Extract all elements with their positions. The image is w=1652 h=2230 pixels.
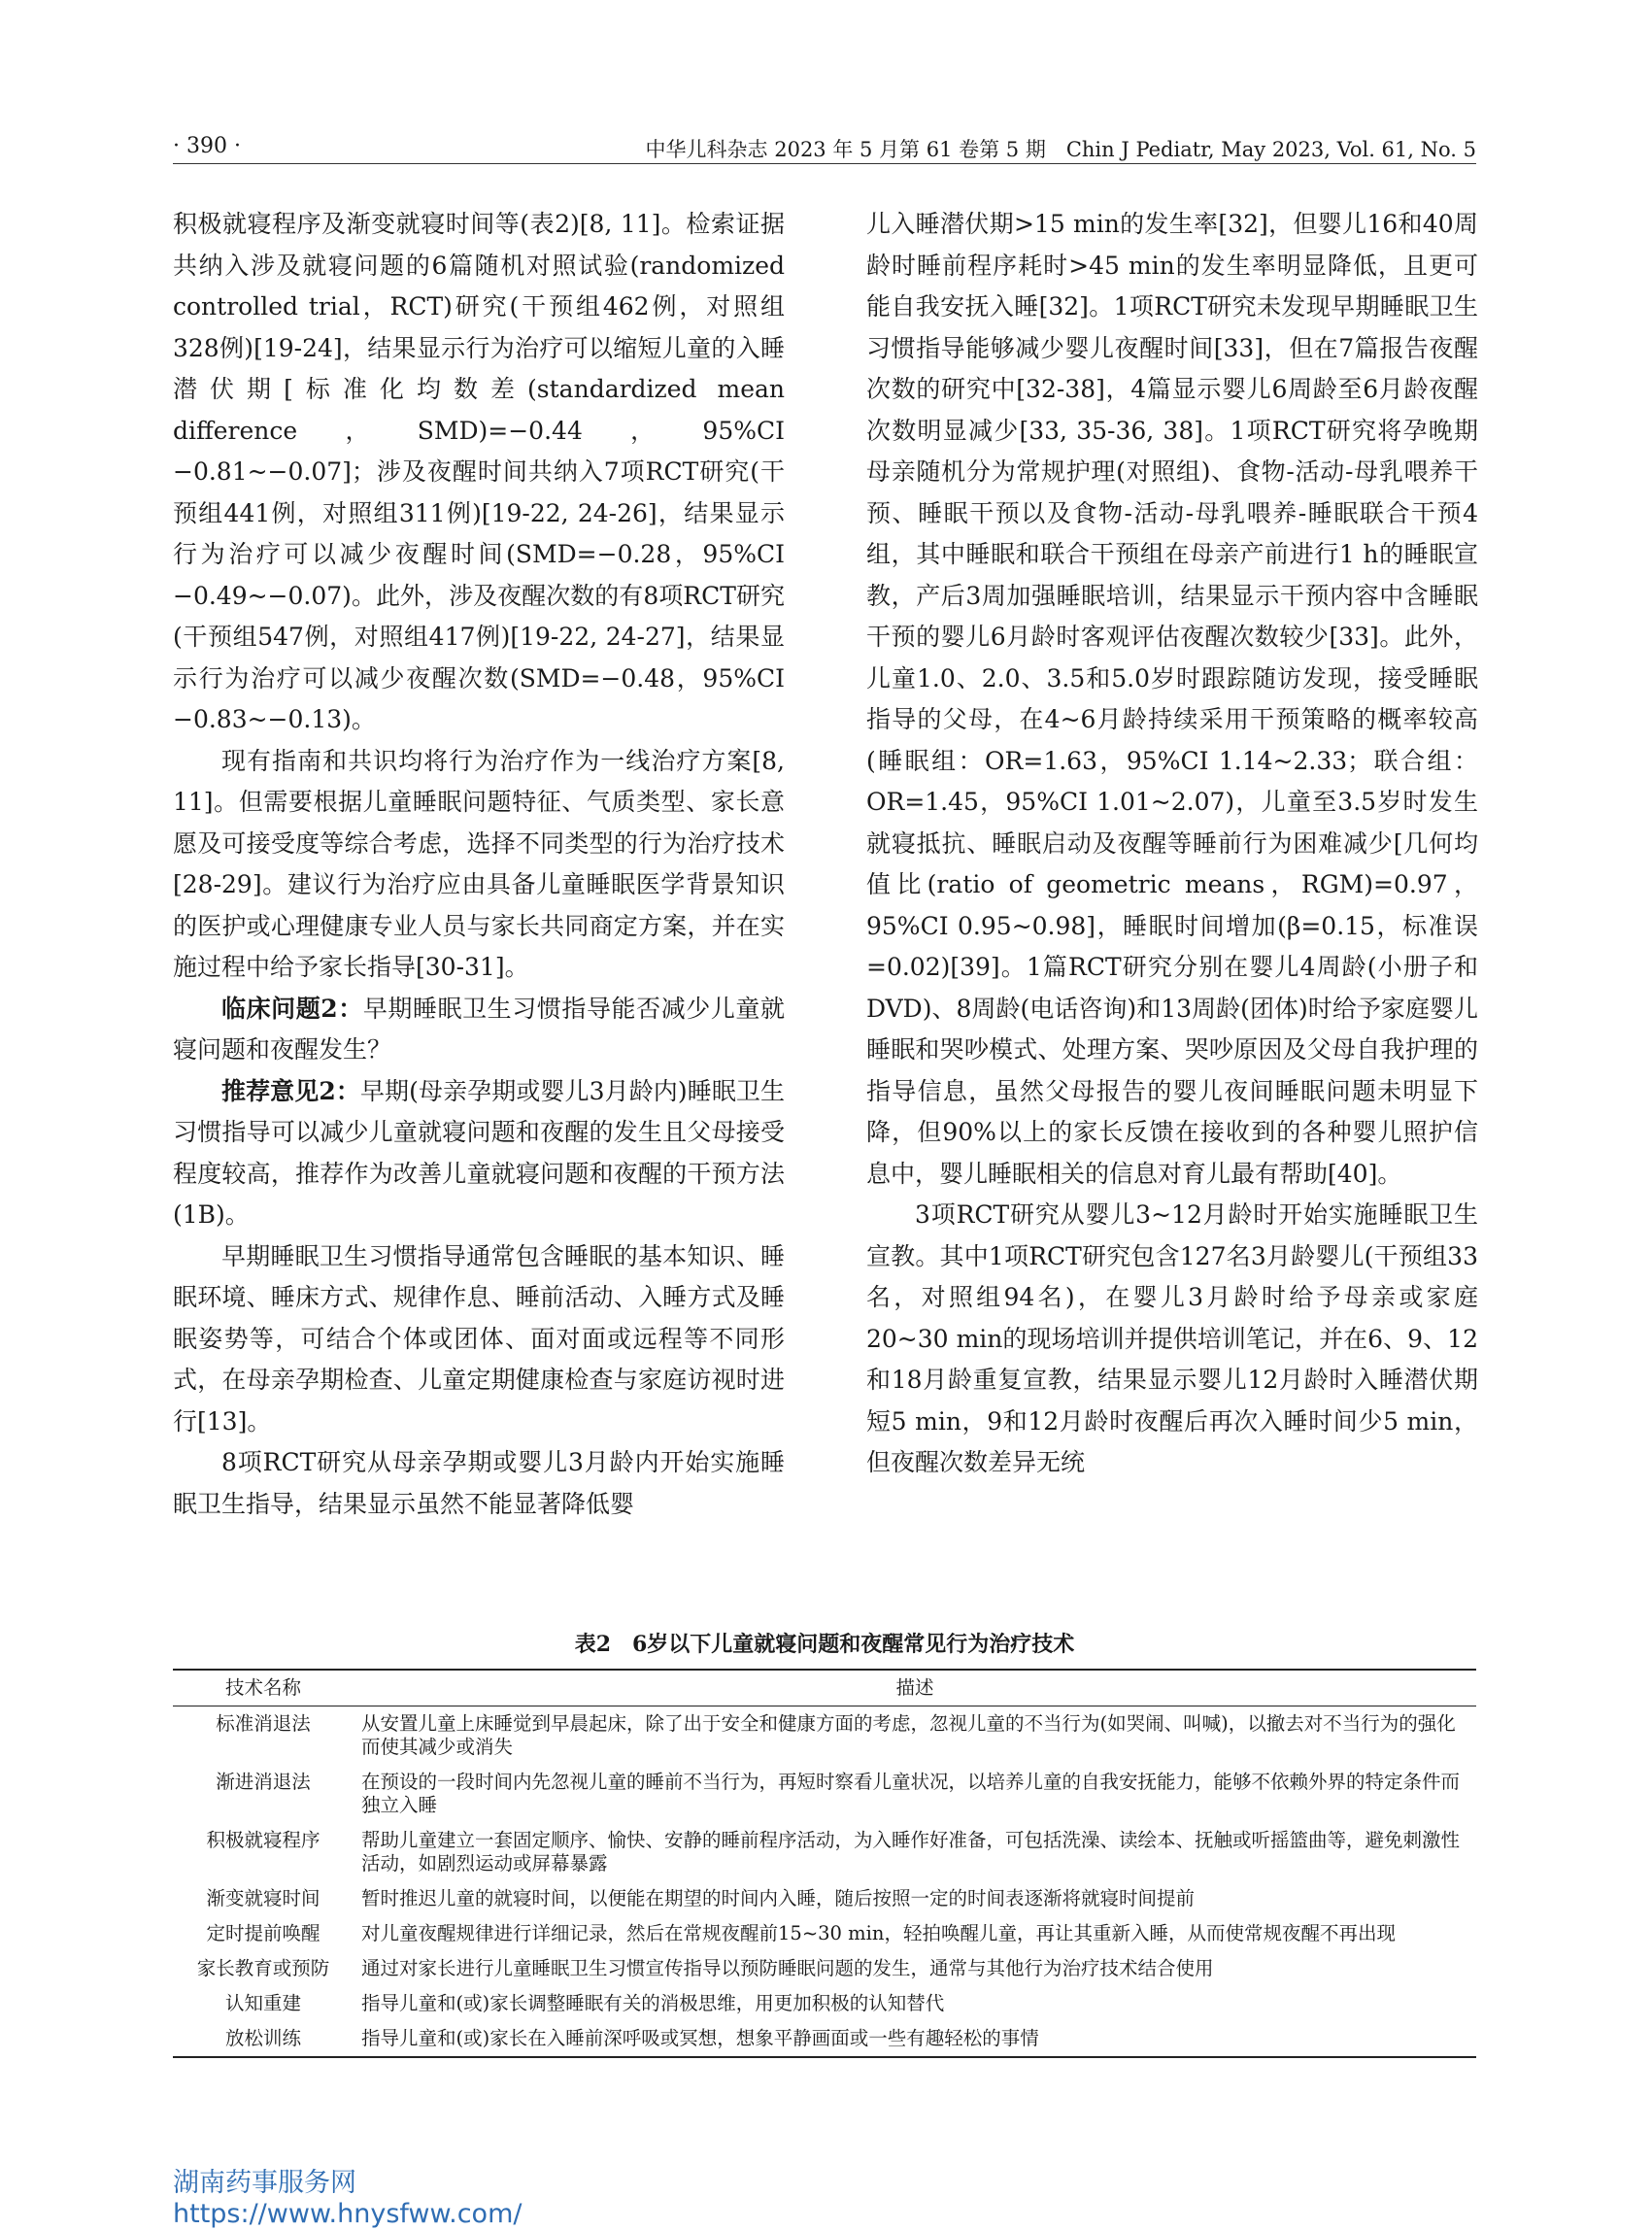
table-row: [173, 1765, 1476, 1823]
technique-name: 渐进消退法: [216, 1771, 311, 1793]
recommendation-2: [173, 1071, 785, 1236]
paragraph: 现有指南和共识均将行为治疗作为一线治疗方案[8, 11]。但需要根据儿童睡眠问题特征、气质类型、家长意愿及可接受度等综合考虑，选择不同类型的行为治疗技术[28-29]。建议行为治疗应由具备儿童睡眠医学背景知识的医护或心理健康专业人员与家长共同商定方案，并在实施过程中给予家长指导[30-31]。: [173, 746, 785, 981]
technique-name: 标准消退法: [216, 1712, 311, 1735]
watermark-site-name: 湖南药事服务网: [173, 2168, 356, 2198]
technique-description: 指导儿童和(或)家长调整睡眠有关的消极思维，用更加积极的认知替代: [361, 1992, 945, 2014]
techniques-table: [173, 1669, 1476, 2058]
right-column: [866, 204, 1478, 1484]
table-row: [173, 1986, 1476, 2021]
technique-description: 暂时推迟儿童的就寝时间，以便能在期望的时间内入睡，随后按照一定的时间表逐渐将就寝时间提前: [361, 1887, 1196, 1909]
paragraph: 儿入睡潜伏期>15 min的发生率[32]，但婴儿16和40周龄时睡前程序耗时>45 min的发生率明显降低，且更可能自我安抚入睡[32]。1项RCT研究未发现早期睡眠卫生习惯指导能够减少婴儿夜醒时间[33]，但在7篇报告夜醒次数的研究中[32-38]，4篇显示婴儿6周龄至6月龄夜醒次数明显减少[33, 35-36, 38]。1项RCT研究将孕晚期母亲随机分为常规护理(对照组)、食物-活动-母乳喂养干预、睡眠干预以及食物-活动-母乳喂养-睡眠联合干预4组，其中睡眠和联合干预组在母亲产前进行1 h的睡眠宣教，产后3周加强睡眠培训，结果显示干预内容中含睡眠干预的婴儿6月龄时客观评估夜醒次数较少[33]。此外，儿童1.0、2.0、3.5和5.0岁时跟踪随访发现，接受睡眠指导的父母，在4~6月龄持续采用干预策略的概率较高(睡眠组：OR=1.63，95%CI 1.14~2.33；联合组：OR=1.45，95%CI 1.01~2.07)，儿童至3.5岁时发生就寝抵抗、睡眠启动及夜醒等睡前行为困难减少[几何均值比(ratio of geometric means，RGM)=0.97，95%CI 0.95~0.98]，睡眠时间增加(β=0.15，标准误=0.02)[39]。1篇RCT研究分别在婴儿4周龄(小册子和DVD)、8周龄(电话咨询)和13周龄(团体)时给予家庭婴儿睡眠和哭吵模式、处理方案、哭吵原因及父母自我护理的指导信息，虽然父母报告的婴儿夜间睡眠问题未明显下降，但90%以上的家长反馈在接收到的各种婴儿照护信息中，婴儿睡眠相关的信息对育儿最有帮助[40]。: [866, 210, 1478, 1188]
table-caption: 表2 6岁以下儿童就寝问题和夜醒常见行为治疗技术: [574, 1632, 1075, 1657]
paragraph: 8项RCT研究从母亲孕期或婴儿3月龄内开始实施睡眠卫生指导，结果显示虽然不能显著降低婴: [173, 1448, 785, 1518]
technique-description: 对儿童夜醒规律进行详细记录，然后在常规夜醒前15~30 min，轻拍唤醒儿童，再让其重新入睡，从而使常规夜醒不再出现: [361, 1922, 1396, 1944]
table-row: [173, 2021, 1476, 2057]
technique-name: 渐变就寝时间: [206, 1887, 320, 1909]
technique-name: 放松训练: [173, 2021, 354, 2057]
technique-description: 指导儿童和(或)家长在入睡前深呼吸或冥想，想象平静画面或一些有趣轻松的事情: [354, 2021, 1476, 2057]
technique-description: 通过对家长进行儿童睡眠卫生习惯宣传指导以预防睡眠问题的发生，通常与其他行为治疗技术结合使用: [361, 1957, 1214, 1979]
question-label: 临床问题2：: [221, 994, 363, 1023]
technique-description: 从安置儿童上床睡觉到早晨起床，除了出于安全和健康方面的考虑，忽视儿童的不当行为(如哭闹、叫喊)，以撤去对不当行为的强化而使其减少或消失: [361, 1712, 1456, 1758]
running-header: [173, 134, 1476, 164]
table-row: [173, 1881, 1476, 1916]
technique-name: 认知重建: [224, 1992, 301, 2014]
paragraph: 早期睡眠卫生习惯指导通常包含睡眠的基本知识、睡眠环境、睡床方式、规律作息、睡前活动、入睡方式及睡眠姿势等，可结合个体或团体、面对面或远程等不同形式，在母亲孕期检查、儿童定期健康检查与家庭访视时进行[13]。: [173, 1241, 785, 1436]
technique-name: 积极就寝程序: [206, 1829, 320, 1851]
technique-description: 帮助儿童建立一套固定顺序、愉快、安静的睡前程序活动，为入睡作好准备，可包括洗澡、读绘本、抚触或听摇篮曲等，避免刺激性活动，如剧烈运动或屏幕暴露: [361, 1829, 1461, 1875]
table-row: [173, 1916, 1476, 1951]
column-header: 技术名称: [173, 1670, 354, 1706]
recommendation-text: 早期(母亲孕期或婴儿3月龄内)睡眠卫生习惯指导可以减少儿童就寝问题和夜醒的发生且父母接受程度较高，推荐作为改善儿童就寝问题和夜醒的干预方法(1B)。: [173, 1076, 785, 1229]
technique-description: 在预设的一段时间内先忽视儿童的睡前不当行为，再短时察看儿童状况，以培养儿童的自我安抚能力，能够不依赖外界的特定条件而独立入睡: [361, 1771, 1461, 1816]
table-row: [173, 1951, 1476, 1986]
technique-name: 定时提前唤醒: [206, 1922, 320, 1944]
paragraph: 积极就寝程序及渐变就寝时间等(表2)[8, 11]。检索证据共纳入涉及就寝问题的6篇随机对照试验(randomized controlled trial，RCT)研究(干预组462例，对照组328例)[19-24]，结果显示行为治疗可以缩短儿童的入睡潜伏期[标准化均数差(standardized mean difference，SMD)=−0.44，95%CI −0.81~−0.07]；涉及夜醒时间共纳入7项RCT研究(干预组441例，对照组311例)[19-22, 24-26]，结果显示行为治疗可以减少夜醒时间(SMD=−0.28，95%CI −0.49~−0.07)。此外，涉及夜醒次数的有8项RCT研究(干预组547例，对照组417例)[19-22, 24-27]，结果显示行为治疗可以减少夜醒次数(SMD=−0.48，95%CI −0.83~−0.13)。: [173, 210, 785, 733]
page-number: · 390 ·: [173, 134, 241, 158]
watermark-url[interactable]: https://www.hnysfww.com/: [173, 2199, 523, 2229]
table-header-row: [173, 1670, 1476, 1706]
paragraph: 3项RCT研究从婴儿3~12月龄时开始实施睡眠卫生宣教。其中1项RCT研究包含127名3月龄婴儿(干预组33名，对照组94名)，在婴儿3月龄时给予母亲或家庭20~30 min的现场培训并提供培训笔记，并在6、9、12和18月龄重复宣教，结果显示婴儿12月龄时入睡潜伏期短5 min，9和12月龄时夜醒后再次入睡时间少5 min，但夜醒次数差异无统: [866, 1200, 1478, 1476]
table-row: [173, 1706, 1476, 1766]
column-header: 描述: [354, 1670, 1476, 1706]
table-row: [173, 1823, 1476, 1881]
source-watermark: [173, 2168, 522, 2230]
technique-name: 家长教育或预防: [196, 1957, 330, 1979]
journal-citation: 中华儿科杂志 2023 年 5 月第 61 卷第 5 期 Chin J Pediatr, May 2023, Vol. 61, No. 5: [645, 138, 1476, 161]
clinical-question-2: [173, 989, 785, 1071]
left-column: [173, 204, 785, 1525]
question-text: 早期睡眠卫生习惯指导能否减少儿童就寝问题和夜醒发生？: [173, 994, 785, 1064]
recommendation-label: 推荐意见2：: [221, 1076, 360, 1105]
